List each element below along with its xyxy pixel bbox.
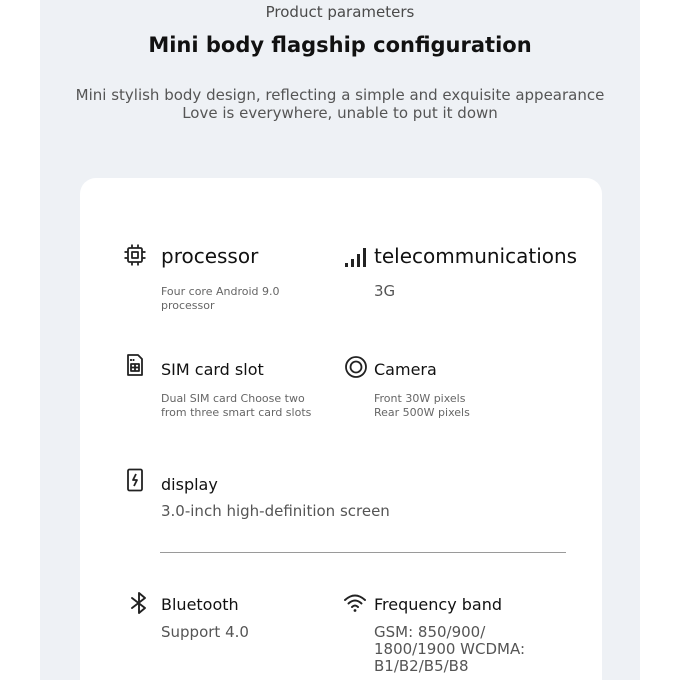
- frequency-band-title: Frequency band: [374, 595, 502, 614]
- camera-lens-icon: [344, 355, 368, 379]
- section-subtitle: Product parameters: [265, 3, 415, 21]
- sim-card-detail-line-2: from three smart card slots: [161, 406, 312, 419]
- page-title: Mini body flagship configuration: [148, 33, 532, 57]
- frequency-band-detail-line-1: GSM: 850/900/: [374, 623, 486, 641]
- bluetooth-icon: [127, 591, 151, 615]
- phone-screen-icon: [123, 468, 147, 492]
- sim-card-icon: [123, 353, 147, 377]
- bluetooth-title: Bluetooth: [161, 595, 239, 614]
- display-title: display: [161, 475, 218, 494]
- wifi-icon: [343, 591, 367, 615]
- description-line-1: Mini stylish body design, reflecting a simple and exquisite appearance: [75, 86, 605, 104]
- section-divider: [160, 552, 566, 553]
- processor-detail-line-1: Four core Android 9.0: [161, 285, 280, 298]
- sim-card-detail-line-1: Dual SIM card Choose two: [161, 392, 305, 405]
- frequency-band-detail-line-3: B1/B2/B5/B8: [374, 657, 469, 675]
- sim-card-title: SIM card slot: [161, 360, 264, 379]
- description-line-2: Love is everywhere, unable to put it down: [182, 104, 498, 122]
- bluetooth-detail: Support 4.0: [161, 623, 249, 641]
- processor-detail-line-2: processor: [161, 299, 215, 312]
- signal-bars-icon: [344, 245, 368, 269]
- cpu-chip-icon: [123, 243, 147, 267]
- processor-title: processor: [161, 244, 259, 268]
- telecommunications-title: telecommunications: [374, 244, 578, 268]
- telecommunications-detail: 3G: [374, 282, 396, 300]
- frequency-band-detail-line-2: 1800/1900 WCDMA:: [374, 640, 526, 658]
- display-detail: 3.0-inch high-definition screen: [161, 502, 390, 520]
- camera-detail-line-1: Front 30W pixels: [374, 392, 466, 405]
- camera-detail-line-2: Rear 500W pixels: [374, 406, 470, 419]
- camera-title: Camera: [374, 360, 437, 379]
